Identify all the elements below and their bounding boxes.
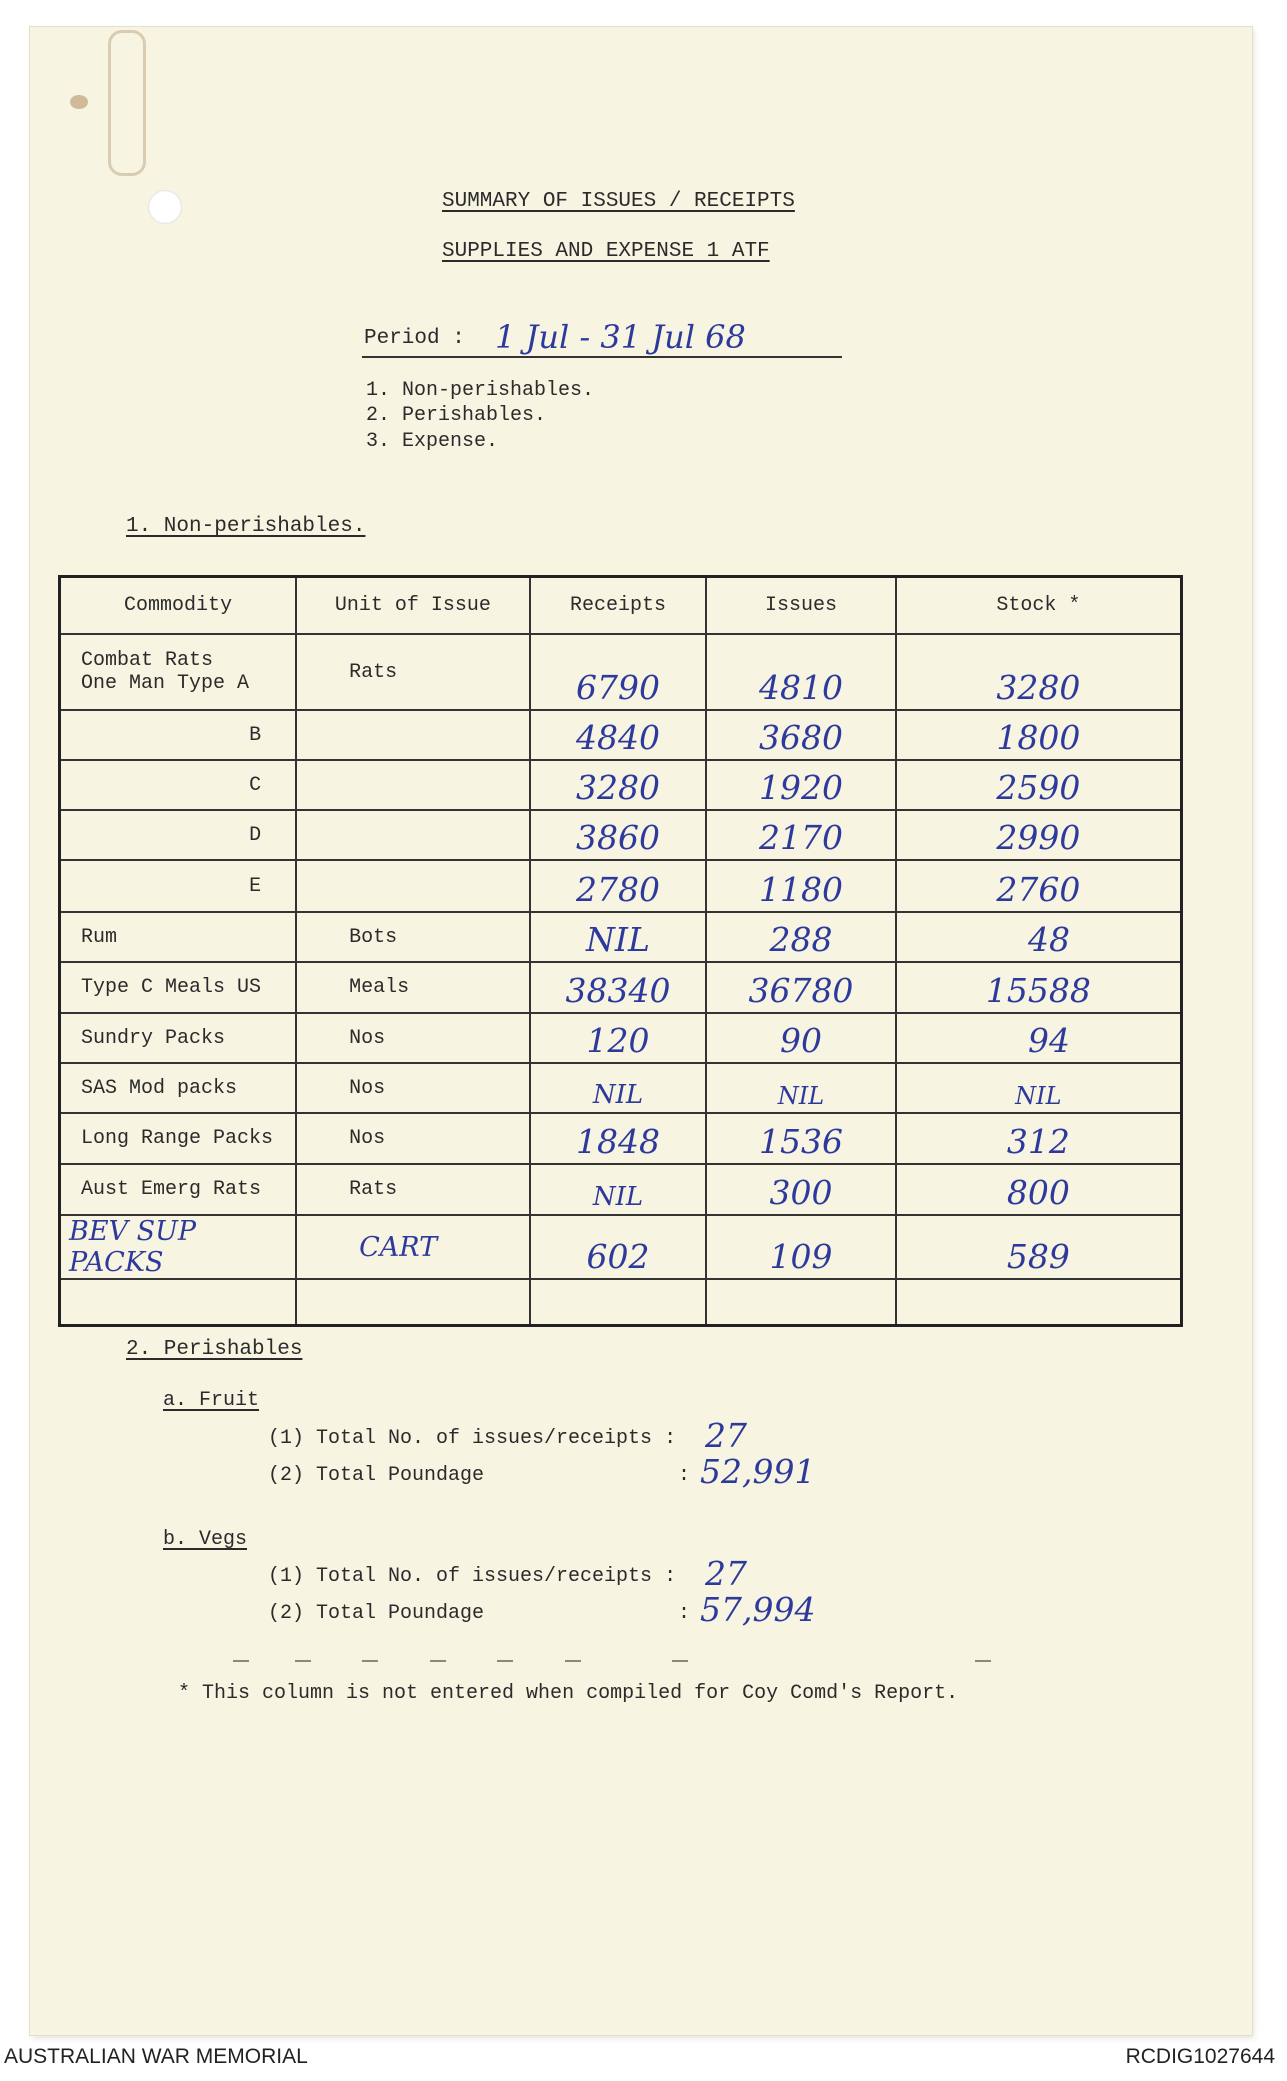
commodity-cell: BEV SUP PACKS xyxy=(60,1215,297,1279)
separator-dash xyxy=(362,1660,378,1662)
unit-cell xyxy=(296,810,530,860)
fruit-label: a. Fruit xyxy=(163,1389,260,1412)
period-value: 1 Jul - 31 Jul 68 xyxy=(495,318,746,356)
title-line-1: SUMMARY OF ISSUES / RECEIPTS xyxy=(442,190,795,213)
receipts-cell: 6790 xyxy=(530,634,706,710)
col-header-unit: Unit of Issue xyxy=(296,577,530,635)
vegs-issues-label: (1) Total No. of issues/receipts : xyxy=(268,1565,677,1588)
stock-cell: 589 xyxy=(896,1215,1182,1279)
commodity-line-1: Combat Rats xyxy=(81,649,214,672)
commodity-cell: Sundry Packs xyxy=(60,1013,297,1063)
commodity-cell: Rum xyxy=(60,912,297,962)
issues-cell: 1536 xyxy=(706,1113,896,1164)
receipts-cell: 3860 xyxy=(530,810,706,860)
commodity-cell: Type C Meals US xyxy=(60,962,297,1013)
col-header-stock: Stock * xyxy=(896,577,1182,635)
receipts-cell: NIL xyxy=(530,1164,706,1215)
issues-cell: 3680 xyxy=(706,710,896,760)
table-row xyxy=(60,710,1182,760)
issues-cell: NIL xyxy=(706,1063,896,1113)
table-row xyxy=(60,912,1182,962)
non-perishables-table xyxy=(58,575,1183,1327)
stock-cell: 2590 xyxy=(896,760,1182,810)
punch-hole xyxy=(148,190,182,224)
paperclip-mark xyxy=(108,30,146,176)
footer-institution: AUSTRALIAN WAR MEMORIAL xyxy=(4,2045,308,2068)
title-line-2: SUPPLIES AND EXPENSE 1 ATF xyxy=(442,240,770,263)
separator-dash xyxy=(497,1660,513,1662)
table-row xyxy=(60,634,1182,710)
commodity-cell: E xyxy=(60,860,297,912)
unit-cell: Bots xyxy=(296,912,530,962)
fruit-poundage-colon: : xyxy=(678,1464,691,1487)
period-underline xyxy=(362,356,842,358)
table-row xyxy=(60,860,1182,912)
commodity-cell: B xyxy=(60,710,297,760)
table-row xyxy=(60,1113,1182,1164)
issues-cell: 2170 xyxy=(706,810,896,860)
receipts-cell: 2780 xyxy=(530,860,706,912)
footnote: * This column is not entered when compiled for Coy Comd's Report. xyxy=(178,1682,959,1705)
receipts-cell: NIL xyxy=(530,912,706,962)
fruit-poundage-label: (2) Total Poundage xyxy=(268,1464,485,1487)
vegs-poundage-value: 57,994 xyxy=(700,1590,816,1629)
stock-cell: 48 xyxy=(896,912,1182,962)
table-row xyxy=(60,962,1182,1013)
unit-cell: CART xyxy=(296,1215,530,1279)
separator-dash xyxy=(295,1660,311,1662)
receipts-cell: 120 xyxy=(530,1013,706,1063)
stock-cell: 312 xyxy=(896,1113,1182,1164)
issues-cell: 1920 xyxy=(706,760,896,810)
period-label: Period : xyxy=(364,327,465,350)
vegs-label: b. Vegs xyxy=(163,1528,248,1551)
stock-cell: 2990 xyxy=(896,810,1182,860)
col-header-commodity: Commodity xyxy=(60,577,297,635)
vegs-issues-value: 27 xyxy=(705,1554,747,1593)
receipts-cell: 1848 xyxy=(530,1113,706,1164)
unit-cell: Rats xyxy=(296,1164,530,1215)
receipts-cell: 602 xyxy=(530,1215,706,1279)
rust-stain xyxy=(70,95,88,109)
col-header-receipts: Receipts xyxy=(530,577,706,635)
separator-dash xyxy=(975,1660,991,1662)
unit-cell: Meals xyxy=(296,962,530,1013)
separator-dash xyxy=(565,1660,581,1662)
table-row xyxy=(60,1164,1182,1215)
fruit-issues-label: (1) Total No. of issues/receipts : xyxy=(268,1427,677,1450)
unit-cell: Rats xyxy=(296,634,530,710)
section2-heading: 2. Perishables xyxy=(126,1338,303,1361)
commodity-cell: Aust Emerg Rats xyxy=(60,1164,297,1215)
commodity-cell xyxy=(60,634,297,710)
stock-cell: 3280 xyxy=(896,634,1182,710)
issues-cell: 109 xyxy=(706,1215,896,1279)
issues-cell: 4810 xyxy=(706,634,896,710)
separator-dash xyxy=(672,1660,688,1662)
issues-cell: 1180 xyxy=(706,860,896,912)
col-header-issues: Issues xyxy=(706,577,896,635)
issues-cell: 300 xyxy=(706,1164,896,1215)
table-row xyxy=(60,760,1182,810)
contents-item-3: 3. Expense. xyxy=(366,430,499,453)
issues-cell: 90 xyxy=(706,1013,896,1063)
commodity-cell: D xyxy=(60,810,297,860)
table-row xyxy=(60,1063,1182,1113)
issues-cell: 36780 xyxy=(706,962,896,1013)
table-header-row xyxy=(60,577,1182,635)
table-row xyxy=(60,1013,1182,1063)
stock-cell: 2760 xyxy=(896,860,1182,912)
receipts-cell: NIL xyxy=(530,1063,706,1113)
unit-cell: Nos xyxy=(296,1063,530,1113)
unit-cell: Nos xyxy=(296,1013,530,1063)
unit-cell: Nos xyxy=(296,1113,530,1164)
commodity-cell: SAS Mod packs xyxy=(60,1063,297,1113)
vegs-poundage-label: (2) Total Poundage xyxy=(268,1602,485,1625)
unit-cell xyxy=(296,710,530,760)
unit-cell xyxy=(296,860,530,912)
separator-dash xyxy=(430,1660,446,1662)
fruit-poundage-value: 52,991 xyxy=(700,1452,816,1491)
stock-cell: 15588 xyxy=(896,962,1182,1013)
table-row xyxy=(60,1215,1182,1279)
table-row-empty xyxy=(60,1279,1182,1325)
receipts-cell: 38340 xyxy=(530,962,706,1013)
stock-cell: 94 xyxy=(896,1013,1182,1063)
table-row xyxy=(60,810,1182,860)
receipts-cell: 3280 xyxy=(530,760,706,810)
section1-heading: 1. Non-perishables. xyxy=(126,515,366,538)
contents-item-2: 2. Perishables. xyxy=(366,404,547,427)
footer-record-id: RCDIG1027644 xyxy=(1125,2045,1275,2068)
separator-dash xyxy=(233,1660,249,1662)
unit-cell xyxy=(296,760,530,810)
stock-cell: 800 xyxy=(896,1164,1182,1215)
issues-cell: 288 xyxy=(706,912,896,962)
stock-cell: 1800 xyxy=(896,710,1182,760)
vegs-poundage-colon: : xyxy=(678,1602,691,1625)
commodity-cell: Long Range Packs xyxy=(60,1113,297,1164)
commodity-cell: C xyxy=(60,760,297,810)
contents-item-1: 1. Non-perishables. xyxy=(366,379,595,402)
stock-cell: NIL xyxy=(896,1063,1182,1113)
commodity-line-2: One Man Type A xyxy=(81,672,250,695)
fruit-issues-value: 27 xyxy=(705,1416,747,1455)
receipts-cell: 4840 xyxy=(530,710,706,760)
